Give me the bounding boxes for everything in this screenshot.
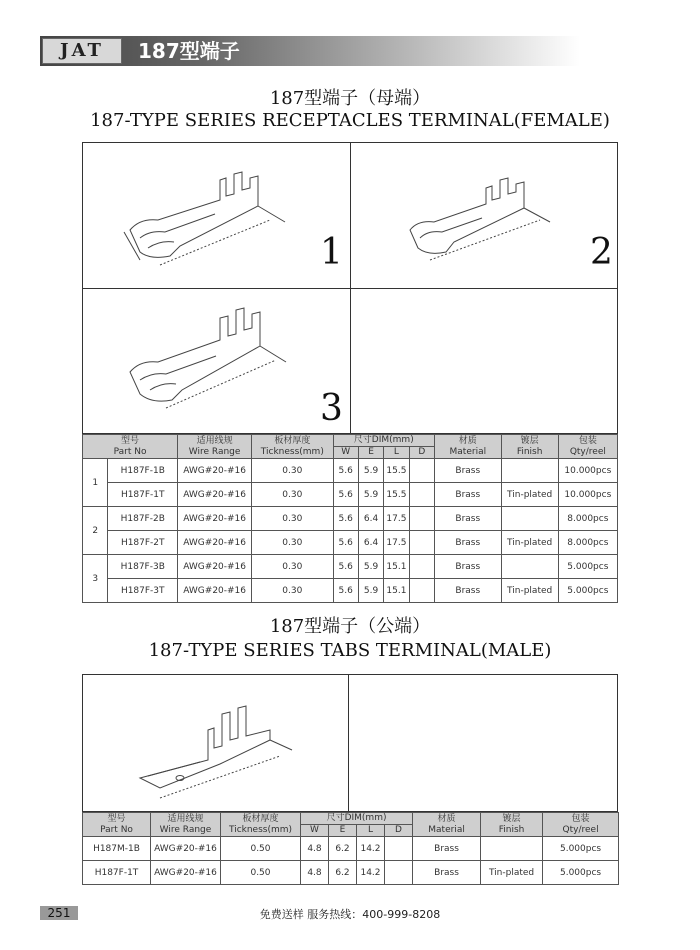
header-l: L [357, 825, 385, 837]
header-dim: 尺寸DIM(mm) [333, 435, 435, 447]
w-cell: 5.6 [333, 483, 358, 507]
header-finish: 镀层 Finish [501, 435, 558, 459]
material-cell: Brass [435, 531, 502, 555]
e-cell: 6.2 [329, 861, 357, 885]
thickness-cell: 0.30 [252, 531, 333, 555]
group-cell: 2 [83, 507, 108, 555]
qty-cell: 5.000pcs [543, 837, 619, 861]
female-title-en: 187-TYPE SERIES RECEPTACLES TERMINAL(FEMALE) [90, 110, 610, 131]
d-cell [409, 483, 434, 507]
header-part: 型号 Part No [83, 813, 151, 837]
header-qty: 包装 Qty/reel [558, 435, 617, 459]
material-cell: Brass [413, 837, 481, 861]
header-w: W [301, 825, 329, 837]
qty-cell: 10.000pcs [558, 459, 617, 483]
w-cell: 4.8 [301, 861, 329, 885]
brand-logo: JAT [42, 38, 122, 64]
table-row [83, 507, 618, 531]
thickness-cell: 0.50 [221, 837, 301, 861]
w-cell: 5.6 [333, 531, 358, 555]
header-dim: 尺寸DIM(mm) [301, 813, 413, 825]
table-row [83, 579, 618, 603]
l-cell: 15.1 [384, 579, 409, 603]
qty-cell: 10.000pcs [558, 483, 617, 507]
l-cell: 15.5 [384, 459, 409, 483]
part-cell: H187F-1T [108, 483, 178, 507]
l-cell: 15.5 [384, 483, 409, 507]
d-cell [409, 579, 434, 603]
e-cell: 6.2 [329, 837, 357, 861]
terminal-drawing-3 [110, 300, 310, 420]
header-w: W [333, 447, 358, 459]
material-cell: Brass [435, 459, 502, 483]
thickness-cell: 0.30 [252, 507, 333, 531]
group-cell: 3 [83, 555, 108, 603]
l-cell: 14.2 [357, 837, 385, 861]
l-cell: 17.5 [384, 507, 409, 531]
finish-cell: Tin-plated [501, 531, 558, 555]
header-material: 材质 Material [435, 435, 502, 459]
wire-cell: AWG#20-#16 [178, 507, 252, 531]
header-e: E [329, 825, 357, 837]
part-cell: H187F-2B [108, 507, 178, 531]
wire-cell: AWG#20-#16 [178, 579, 252, 603]
group-cell: 1 [83, 459, 108, 507]
header-thickness: 板材厚度 Tickness(mm) [221, 813, 301, 837]
male-title-en: 187-TYPE SERIES TABS TERMINAL(MALE) [148, 640, 552, 661]
part-cell: H187F-3B [108, 555, 178, 579]
e-cell: 5.9 [358, 483, 383, 507]
male-grid-divider [348, 674, 349, 812]
e-cell: 5.9 [358, 555, 383, 579]
finish-cell: Tin-plated [501, 483, 558, 507]
d-cell [385, 861, 413, 885]
male-spec-table [82, 812, 619, 885]
page-title: 187型端子 [138, 39, 240, 63]
header-material: 材质 Material [413, 813, 481, 837]
wire-cell: AWG#20-#16 [178, 555, 252, 579]
terminal-drawing-1 [110, 160, 310, 280]
part-cell: H187F-1T [83, 861, 151, 885]
qty-cell: 5.000pcs [543, 861, 619, 885]
d-cell [409, 507, 434, 531]
finish-cell [501, 555, 558, 579]
d-cell [409, 459, 434, 483]
material-cell: Brass [435, 555, 502, 579]
e-cell: 6.4 [358, 531, 383, 555]
header-d: D [385, 825, 413, 837]
table-row [83, 555, 618, 579]
header-d: D [409, 447, 434, 459]
finish-cell: Tin-plated [481, 861, 543, 885]
part-cell: H187M-1B [83, 837, 151, 861]
thickness-cell: 0.30 [252, 483, 333, 507]
female-spec-table [82, 434, 618, 603]
thickness-cell: 0.50 [221, 861, 301, 885]
wire-cell: AWG#20-#16 [151, 837, 221, 861]
qty-cell: 5.000pcs [558, 555, 617, 579]
part-cell: H187F-1B [108, 459, 178, 483]
e-cell: 6.4 [358, 507, 383, 531]
thickness-cell: 0.30 [252, 555, 333, 579]
header-finish: 镀层 Finish [481, 813, 543, 837]
figure-number-1: 1 [320, 232, 343, 273]
tab-terminal-drawing [120, 690, 320, 805]
header-l: L [384, 447, 409, 459]
header-wire: 适用线规 Wire Range [151, 813, 221, 837]
l-cell: 14.2 [357, 861, 385, 885]
e-cell: 5.9 [358, 459, 383, 483]
terminal-drawing-2 [390, 160, 570, 280]
figure-number-2: 2 [590, 232, 613, 273]
d-cell [385, 837, 413, 861]
male-title-cn: 187型端子（公端） [269, 616, 431, 637]
finish-cell [481, 837, 543, 861]
qty-cell: 8.000pcs [558, 531, 617, 555]
grid-divider-horizontal [82, 288, 618, 289]
w-cell: 5.6 [333, 507, 358, 531]
wire-cell: AWG#20-#16 [178, 531, 252, 555]
w-cell: 5.6 [333, 459, 358, 483]
table-row [83, 861, 619, 885]
wire-cell: AWG#20-#16 [178, 459, 252, 483]
thickness-cell: 0.30 [252, 579, 333, 603]
material-cell: Brass [435, 483, 502, 507]
table-row [83, 837, 619, 861]
header-e: E [358, 447, 383, 459]
w-cell: 5.6 [333, 579, 358, 603]
qty-cell: 8.000pcs [558, 507, 617, 531]
thickness-cell: 0.30 [252, 459, 333, 483]
female-title-cn: 187型端子（母端） [269, 88, 431, 109]
table-row [83, 483, 618, 507]
finish-cell [501, 459, 558, 483]
part-cell: H187F-3T [108, 579, 178, 603]
w-cell: 5.6 [333, 555, 358, 579]
finish-cell: Tin-plated [501, 579, 558, 603]
material-cell: Brass [435, 579, 502, 603]
header-qty: 包装 Qty/reel [543, 813, 619, 837]
l-cell: 17.5 [384, 531, 409, 555]
d-cell [409, 531, 434, 555]
header-wire: 适用线规 Wire Range [178, 435, 252, 459]
finish-cell [501, 507, 558, 531]
d-cell [409, 555, 434, 579]
wire-cell: AWG#20-#16 [178, 483, 252, 507]
footer-hotline: 免费送样 服务热线：400-999-8208 [259, 908, 441, 921]
header-part: 型号 Part No [83, 435, 178, 459]
l-cell: 15.1 [384, 555, 409, 579]
material-cell: Brass [413, 861, 481, 885]
part-cell: H187F-2T [108, 531, 178, 555]
w-cell: 4.8 [301, 837, 329, 861]
material-cell: Brass [435, 507, 502, 531]
page-number: 251 [40, 906, 78, 920]
wire-cell: AWG#20-#16 [151, 861, 221, 885]
qty-cell: 5.000pcs [558, 579, 617, 603]
header-thickness: 板材厚度 Tickness(mm) [252, 435, 333, 459]
e-cell: 5.9 [358, 579, 383, 603]
figure-number-3: 3 [320, 388, 343, 429]
table-row [83, 531, 618, 555]
table-row [83, 459, 618, 483]
